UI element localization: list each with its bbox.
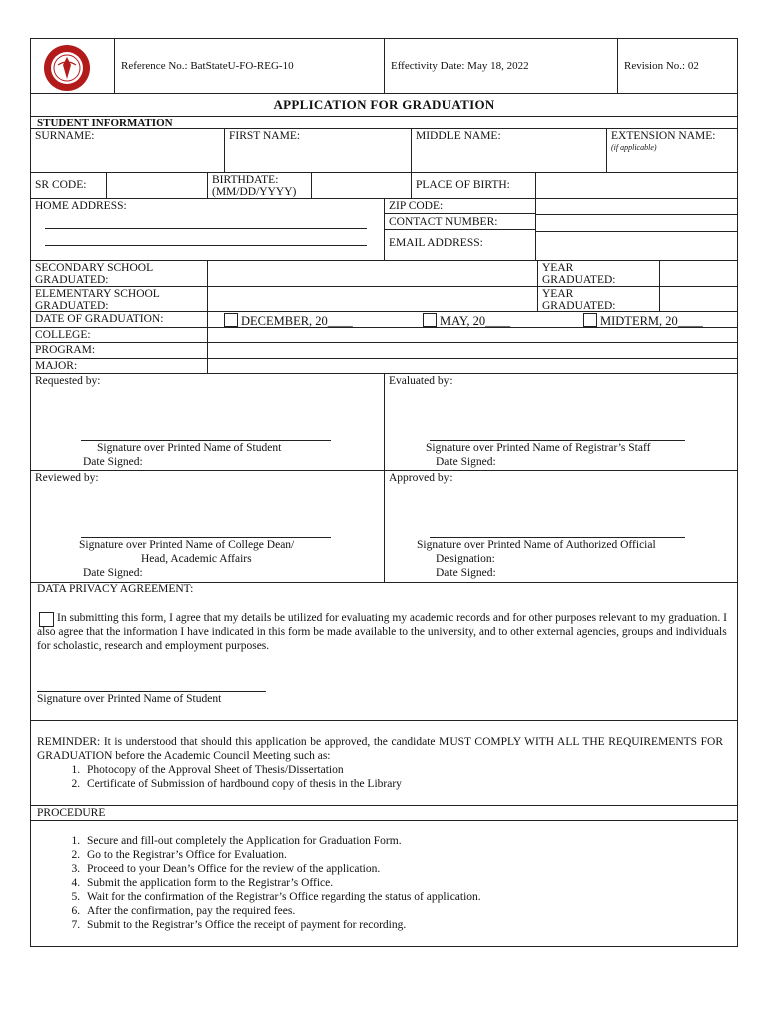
secondary-year-label: YEAR GRADUATED: xyxy=(538,261,660,286)
requested-evaluated-row xyxy=(31,374,737,471)
effectivity-date: Effectivity Date: May 18, 2022 xyxy=(385,39,618,93)
data-privacy-section xyxy=(31,583,737,721)
contact-inputs xyxy=(536,199,737,260)
elementary-school-input[interactable] xyxy=(208,287,538,311)
procedure-step: 7. Submit to the Registrar’s Office the receipt of payment for recording. xyxy=(83,918,481,932)
procedure-step: 4. Submit the application form to the Registrar’s Office. xyxy=(83,876,481,890)
requested-by-block xyxy=(31,374,385,470)
extension-name-label: EXTENSION NAME: xyxy=(611,130,716,142)
option-midterm[interactable] xyxy=(583,313,703,327)
procedure-step: 6. After the confirmation, pay the required fees. xyxy=(83,904,481,918)
first-name-label: FIRST NAME: xyxy=(229,130,301,142)
midterm-label: MIDTERM, 20____ xyxy=(600,314,703,328)
approved-by-block xyxy=(385,471,737,582)
privacy-signature-line[interactable] xyxy=(37,691,266,692)
elementary-year-input[interactable] xyxy=(660,287,737,311)
data-privacy-text: In submitting this form, I agree that my details be utilized for evaluating my academic records and for other purposes relevant to my graduation. I also agree that the information I have indicated in this form be made available to the university, and to other external agencies, groups and individuals for scholastic, research and employment purposes. xyxy=(37,612,727,652)
data-privacy-heading: DATA PRIVACY AGREEMENT: xyxy=(37,583,194,595)
evaluated-date-signed: Date Signed: xyxy=(436,456,496,468)
reviewed-date-signed: Date Signed: xyxy=(83,567,143,579)
address-line-2 xyxy=(45,245,367,246)
privacy-signature-caption: Signature over Printed Name of Student xyxy=(37,693,222,705)
zip-code-label: ZIP CODE: xyxy=(385,199,535,214)
secondary-school-label: SECONDARY SCHOOL GRADUATED: xyxy=(31,261,208,286)
may-label: MAY, 20____ xyxy=(440,314,511,328)
approved-by-label: Approved by: xyxy=(389,472,453,484)
address-line-1 xyxy=(45,228,367,229)
first-name-field[interactable] xyxy=(225,129,412,172)
home-address-field[interactable] xyxy=(31,199,385,260)
birthdate-input[interactable] xyxy=(312,173,412,198)
reviewed-by-label: Reviewed by: xyxy=(35,472,99,484)
december-label: DECEMBER, 20____ xyxy=(241,314,353,328)
reminder-text: REMINDER: It is understood that should this application be approved, the candidate MUST COMPLY WITH ALL THE REQUIREMENTS FOR GRADUATION before the Academic Council Meeting such as: xyxy=(37,736,723,762)
birthdate-label: BIRTHDATE: (MM/DD/YYYY) xyxy=(208,173,312,198)
registrar-staff-signature-line[interactable] xyxy=(430,440,685,441)
reviewed-approved-row xyxy=(31,471,737,583)
requested-date-signed: Date Signed: xyxy=(83,456,143,468)
student-info-heading: STUDENT INFORMATION xyxy=(31,117,737,129)
option-december[interactable] xyxy=(224,313,353,327)
form-header-row xyxy=(31,39,737,94)
procedure-heading: PROCEDURE xyxy=(31,806,737,821)
major-input[interactable] xyxy=(208,359,737,373)
procedure-step: 3. Proceed to your Dean’s Office for the review of the application. xyxy=(83,862,481,876)
form-title: APPLICATION FOR GRADUATION xyxy=(31,94,737,117)
procedure-section xyxy=(31,821,737,946)
student-signature-caption: Signature over Printed Name of Student xyxy=(97,442,282,454)
midterm-checkbox[interactable] xyxy=(583,313,597,327)
procedure-step: 2. Go to the Registrar’s Office for Evaluation. xyxy=(83,848,481,862)
reviewed-by-block xyxy=(31,471,385,582)
elementary-school-row xyxy=(31,287,737,312)
sr-code-label: SR CODE: xyxy=(31,173,107,198)
dean-signature-caption-1: Signature over Printed Name of College Dean/ xyxy=(79,539,295,551)
official-signature-caption: Signature over Printed Name of Authorized Official xyxy=(417,539,656,551)
email-address-label: EMAIL ADDRESS: xyxy=(389,237,483,249)
program-label: PROGRAM: xyxy=(31,343,208,358)
middle-name-field[interactable] xyxy=(412,129,607,172)
reference-number: Reference No.: BatStateU-FO-REG-10 xyxy=(115,39,385,93)
middle-name-label: MIDDLE NAME: xyxy=(416,130,501,142)
zip-code-input[interactable] xyxy=(536,199,737,215)
contact-number-input[interactable] xyxy=(536,215,737,232)
college-label: COLLEGE: xyxy=(31,328,208,342)
graduation-application-form xyxy=(30,38,738,947)
requested-by-label: Requested by: xyxy=(35,375,101,387)
logo-cell xyxy=(31,39,115,93)
graduation-options xyxy=(208,312,737,327)
reminder-list xyxy=(39,763,402,791)
evaluated-by-block xyxy=(385,374,737,470)
approved-date-signed: Date Signed: xyxy=(436,567,496,579)
sr-code-input[interactable] xyxy=(107,173,208,198)
evaluated-by-label: Evaluated by: xyxy=(389,375,453,387)
extension-name-field[interactable] xyxy=(607,129,737,172)
secondary-school-row xyxy=(31,261,737,287)
procedure-step: 5. Wait for the confirmation of the Registrar’s Office regarding the status of application. xyxy=(83,890,481,904)
date-of-graduation-label: DATE OF GRADUATION: xyxy=(31,312,208,327)
secondary-school-input[interactable] xyxy=(208,261,538,286)
may-checkbox[interactable] xyxy=(423,313,437,327)
procedure-step: 1. Secure and fill-out completely the Application for Graduation Form. xyxy=(83,834,481,848)
contact-labels xyxy=(385,199,536,260)
registrar-staff-signature-caption: Signature over Printed Name of Registrar’s Staff xyxy=(426,442,651,454)
extension-note: (if applicable) xyxy=(611,143,657,152)
place-of-birth-label: PLACE OF BIRTH: xyxy=(412,173,536,198)
reminder-item: 1. Photocopy of the Approval Sheet of Thesis/Dissertation xyxy=(83,763,402,777)
surname-label: SURNAME: xyxy=(35,130,95,142)
place-of-birth-input[interactable] xyxy=(536,173,737,198)
option-may[interactable] xyxy=(423,313,510,327)
elementary-year-label: YEAR GRADUATED: xyxy=(538,287,660,311)
name-row xyxy=(31,129,737,173)
dean-signature-caption-2: Head, Academic Affairs xyxy=(141,553,252,565)
major-row xyxy=(31,359,737,374)
date-of-graduation-row xyxy=(31,312,737,328)
home-address-label: HOME ADDRESS: xyxy=(35,200,127,212)
address-row xyxy=(31,199,737,261)
reminder-item: 2. Certificate of Submission of hardbound copy of thesis in the Library xyxy=(83,777,402,791)
december-checkbox[interactable] xyxy=(224,313,238,327)
official-signature-line[interactable] xyxy=(430,537,685,538)
secondary-year-input[interactable] xyxy=(660,261,737,286)
dean-signature-line[interactable] xyxy=(81,537,331,538)
email-address-input[interactable] xyxy=(536,232,737,261)
program-row xyxy=(31,343,737,359)
university-seal-icon xyxy=(37,43,97,93)
revision-number: Revision No.: 02 xyxy=(624,60,699,72)
college-row xyxy=(31,328,737,343)
sr-code-row xyxy=(31,173,737,199)
contact-number-label: CONTACT NUMBER: xyxy=(385,214,535,230)
student-signature-line[interactable] xyxy=(81,440,331,441)
college-input[interactable] xyxy=(208,328,737,342)
official-designation: Designation: xyxy=(436,553,495,565)
program-input[interactable] xyxy=(208,343,737,358)
reminder-section xyxy=(31,721,737,806)
procedure-list xyxy=(39,834,481,932)
major-label: MAJOR: xyxy=(31,359,208,373)
elementary-school-label: ELEMENTARY SCHOOL GRADUATED: xyxy=(31,287,208,311)
surname-field[interactable] xyxy=(31,129,225,172)
